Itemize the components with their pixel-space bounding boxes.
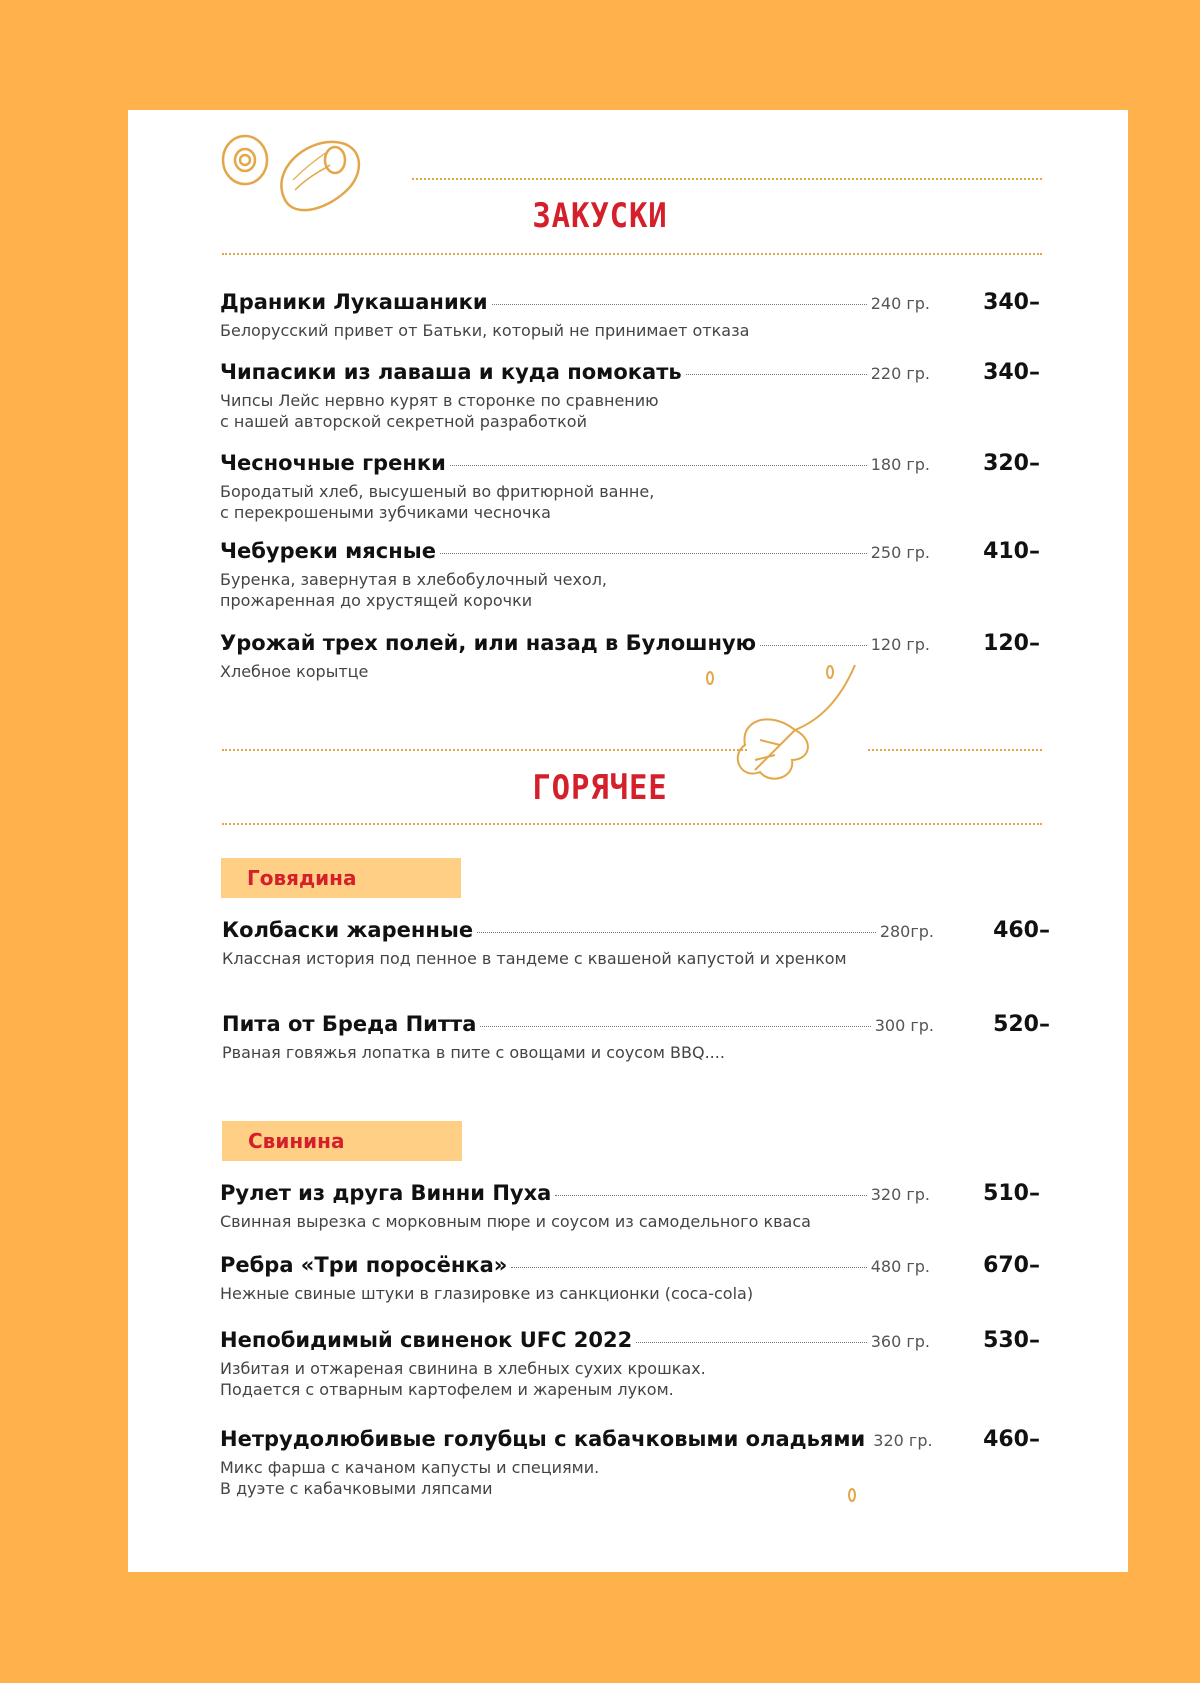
item-price: 340– bbox=[983, 290, 1040, 315]
item-description: Свинная вырезка с морковным пюре и соусом из самодельного кваса bbox=[220, 1212, 811, 1231]
item-weight: 320 гр. bbox=[873, 1431, 933, 1450]
item-name: Колбаски жаренные bbox=[222, 918, 474, 942]
item-description: Рваная говяжья лопатка в пите с овощами и соусом BBQ.... bbox=[222, 1043, 725, 1062]
item-name: Урожай трех полей, или назад в Булошную bbox=[220, 631, 757, 655]
item-price: 520– bbox=[993, 1012, 1050, 1037]
menu-item bbox=[220, 290, 1040, 341]
item-price: 410– bbox=[983, 539, 1040, 564]
menu-item bbox=[220, 1181, 1040, 1232]
item-name: Ребра «Три поросёнка» bbox=[220, 1253, 508, 1277]
item-price: 460– bbox=[983, 1427, 1040, 1452]
divider bbox=[412, 178, 1042, 180]
item-weight: 120 гр. bbox=[870, 635, 930, 654]
item-weight: 180 гр. bbox=[870, 455, 930, 474]
divider bbox=[868, 749, 1042, 751]
item-description: Классная история под пенное в тандеме с квашеной капустой и хренком bbox=[222, 949, 847, 968]
leader-dots bbox=[686, 374, 867, 375]
menu-item bbox=[220, 1253, 1040, 1304]
leader-dots bbox=[480, 1026, 870, 1027]
leader-dots bbox=[760, 645, 867, 646]
leader-dots bbox=[450, 465, 867, 466]
item-name: Рулет из друга Винни Пуха bbox=[220, 1181, 552, 1205]
item-name: Непобидимый свиненок UFC 2022 bbox=[220, 1328, 633, 1352]
item-description: Нежные свиные штуки в глазировке из санкционки (coca-cola) bbox=[220, 1284, 754, 1303]
item-weight: 480 гр. bbox=[870, 1257, 930, 1276]
item-name: Чипасики из лаваша и куда помокать bbox=[220, 360, 682, 384]
item-weight: 220 гр. bbox=[870, 364, 930, 383]
leader-dots bbox=[636, 1342, 866, 1343]
menu-item bbox=[222, 918, 1050, 969]
divider bbox=[222, 749, 747, 751]
leader-dots bbox=[492, 304, 867, 305]
item-name: Нетрудолюбивые голубцы с кабачковыми оладьями bbox=[220, 1427, 866, 1451]
item-description: Избитая и отжареная свинина в хлебных сухих крошках. Подается с отварным картофелем и жареным луком. bbox=[220, 1359, 706, 1399]
item-description: Бородатый хлеб, высушеный во фритюрной ванне, с перекрошеными зубчиками чесночка bbox=[220, 482, 655, 522]
item-price: 510– bbox=[983, 1181, 1040, 1206]
item-name: Пита от Бреда Питта bbox=[222, 1012, 477, 1036]
menu-item bbox=[222, 1012, 1050, 1063]
item-description: Белорусский привет от Батьки, который не принимает отказа bbox=[220, 321, 750, 340]
item-price: 460– bbox=[993, 918, 1050, 943]
category-badge-pork: Свинина bbox=[222, 1121, 462, 1161]
item-price: 320– bbox=[983, 451, 1040, 476]
item-price: 120– bbox=[983, 631, 1040, 656]
item-weight: 280гр. bbox=[879, 922, 934, 941]
section-title-goryachee: ГОРЯЧЕЕ bbox=[532, 768, 668, 808]
menu-item bbox=[220, 451, 1040, 523]
section-title-zakuski: ЗАКУСКИ bbox=[532, 196, 668, 236]
item-description: Чипсы Лейс нервно курят в сторонке по сравнению с нашей авторской секретной разработкой bbox=[220, 391, 659, 431]
item-price: 340– bbox=[983, 360, 1040, 385]
item-price: 670– bbox=[983, 1253, 1040, 1278]
leader-dots bbox=[511, 1267, 866, 1268]
leader-dots bbox=[555, 1195, 866, 1196]
item-weight: 240 гр. bbox=[870, 294, 930, 313]
item-description: Микс фарша с качаном капусты и специями. В дуэте с кабачковыми ляпсами bbox=[220, 1458, 600, 1498]
menu-item bbox=[220, 631, 1040, 682]
leader-dots bbox=[440, 553, 867, 554]
menu-item bbox=[220, 539, 1040, 611]
item-name: Чесночные гренки bbox=[220, 451, 446, 475]
item-description: Хлебное корытце bbox=[220, 662, 369, 681]
item-price: 530– bbox=[983, 1328, 1040, 1353]
item-description: Буренка, завернутая в хлебобулочный чехол, прожаренная до хрустящей корочки bbox=[220, 570, 608, 610]
menu-item bbox=[220, 360, 1040, 432]
item-weight: 360 гр. bbox=[870, 1332, 930, 1351]
item-name: Драники Лукашаники bbox=[220, 290, 488, 314]
divider bbox=[222, 253, 1042, 255]
menu-item bbox=[220, 1427, 1040, 1499]
category-badge-beef: Говядина bbox=[221, 858, 461, 898]
item-weight: 250 гр. bbox=[870, 543, 930, 562]
divider bbox=[222, 823, 1042, 825]
item-name: Чебуреки мясные bbox=[220, 539, 436, 563]
item-weight: 320 гр. bbox=[870, 1185, 930, 1204]
menu-item bbox=[220, 1328, 1040, 1400]
leader-dots bbox=[477, 932, 876, 933]
item-weight: 300 гр. bbox=[874, 1016, 934, 1035]
